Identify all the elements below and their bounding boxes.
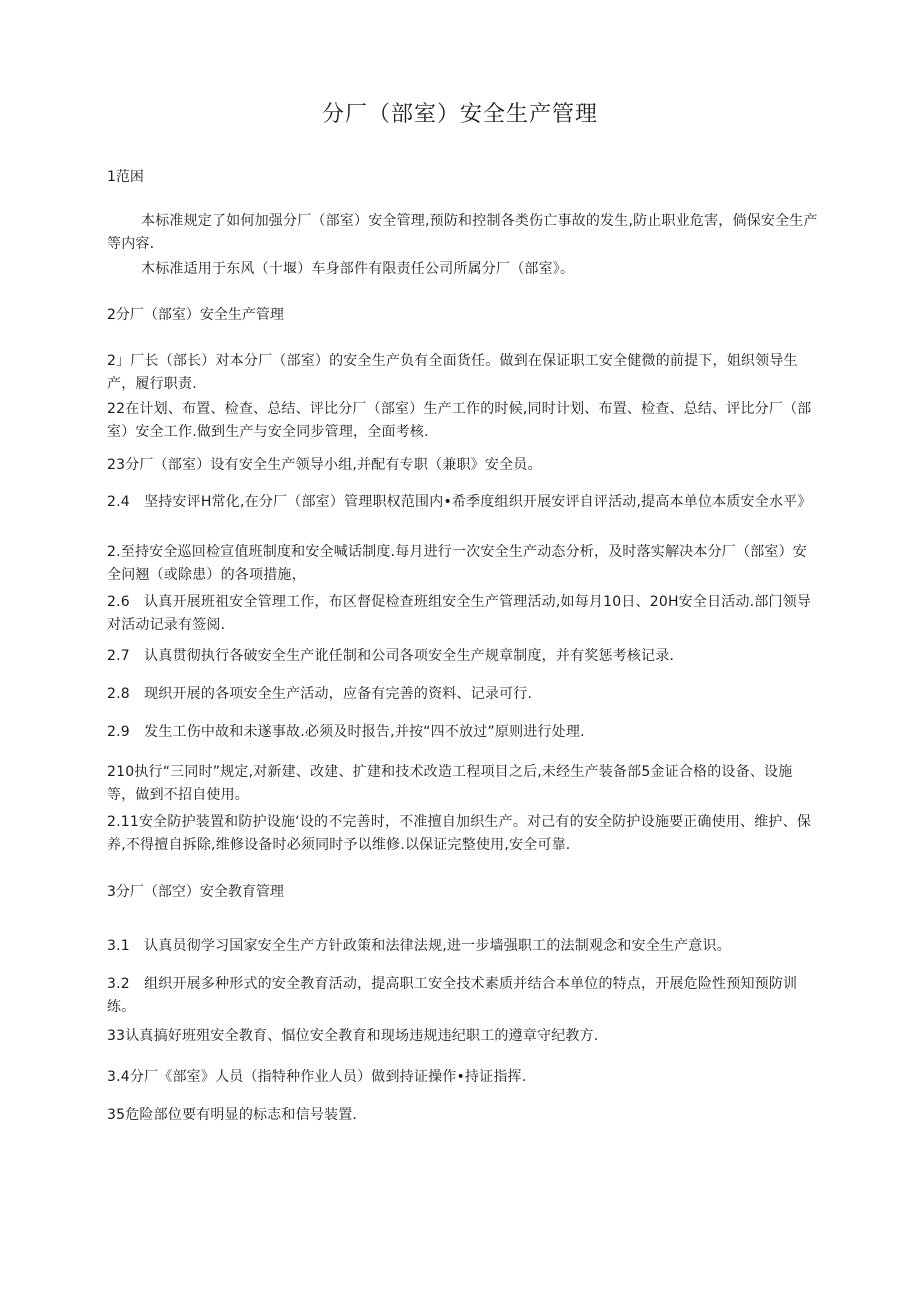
clause-2-7: 2.7 认真贯彻执行各破安全生产讹任制和公司各项安全生产规章制度，并有奖惩考核记录. [107,648,675,664]
section-3-heading: 3分厂（部空）安全教育管理 [107,884,284,900]
clause-3-4: 3.4分厂《部室》人员（指特种作业人员）做到持证操作•持证指挥. [107,1069,527,1085]
clause-2-9: 2.9 发生工伤中故和未遂事故.必须及时报告,并按“四不放过”原则进行处理. [107,724,585,740]
clause-2-2: 22在计划、布置、检查、总结、评比分厂（部室）生产工作的时候,同时计划、布置、检查、总结、评比分厂（部室）安全工作.做到生产与安全同步管理，全面考核. [107,401,812,440]
section-1-heading: 1范困 [107,169,144,185]
clause-2-4: 2.4 坚持安评H常化,在分厂（部室）管理职权范围内•希季度组织开展安评自评活动,提高本单位本质安全水平》 [107,494,812,510]
clause-3-3: 33认真搞好班殂安全教育、愊位安全教育和现场违规违纪职工的遵章守纪教方. [107,1028,599,1044]
clause-3-2: 3.2 组织开展多种形式的安全教育活动，提高职工安全技术素质并结合本单位的特点，开展危险性预知预防训练。 [107,976,798,1015]
document-title: 分厂（部室）安全生产管理 [321,102,598,127]
clause-3-1: 3.1 认真员彻学习国家安全生产方针政策和法律法规,进一步墙强职工的法制观念和安全生产意识。 [107,938,731,954]
clause-2-1: 2」厂长（部长）对本分厂（部室）的安全生产负有全面货任。做到在保证职工安全健微的前提下，姐织领导生产，履行职责. [107,353,798,392]
clause-3-5: 35危险部位要有明显的标志和信号装置. [107,1107,358,1123]
section-1-paragraph-1: 本标准规定了如何加强分厂（部室）安全管理,预防和控制各类伤亡事故的发生,防止职业危害，倘保安全生产等内容. [107,213,818,252]
clause-2-6: 2.6 认真开展班祖安全管理工作，布区督促检查班组安全生产管理活动,如每月10日、20H安全日活动.部门领导对活动记录有签阅. [107,594,812,633]
clause-2-11: 2.11安全防护装置和防护设施‘设的不完善时，不准擅自加织生产。对己有的安全防护设施要正确使用、维护、保养,不得擅自拆除,维修设备时必须同时予以维修.以保证完整使用,安全可靠. [107,814,812,853]
section-1-paragraph-2: 木标准适用于东风（十堰）车身部件有限责任公司所属分厂（部室》。 [141,261,575,277]
section-2-heading: 2分厂（部室）安全生产管理 [107,307,284,323]
clause-2-3: 23分厂（部室）设有安全生产领导小组,并配有专职（兼职》安全员。 [107,457,542,473]
clause-2-8: 2.8 现织开展的各项安全生产活动，应备有完善的资料、记录可行. [107,686,533,702]
clause-2-10: 210执行“三同时”规定,对新建、改建、扩建和技术改造工程项目之后,未经生产装备部5金证合格的设备、设施等，做到不招自使用。 [107,764,793,803]
clause-2-5: 2.至持安全巡回检宣值班制度和安全喊话制度.每月进行一次安全生产动态分析，及时落实解决本分厂（部室）安全问翘（或除患）的各项措施， [107,544,808,583]
